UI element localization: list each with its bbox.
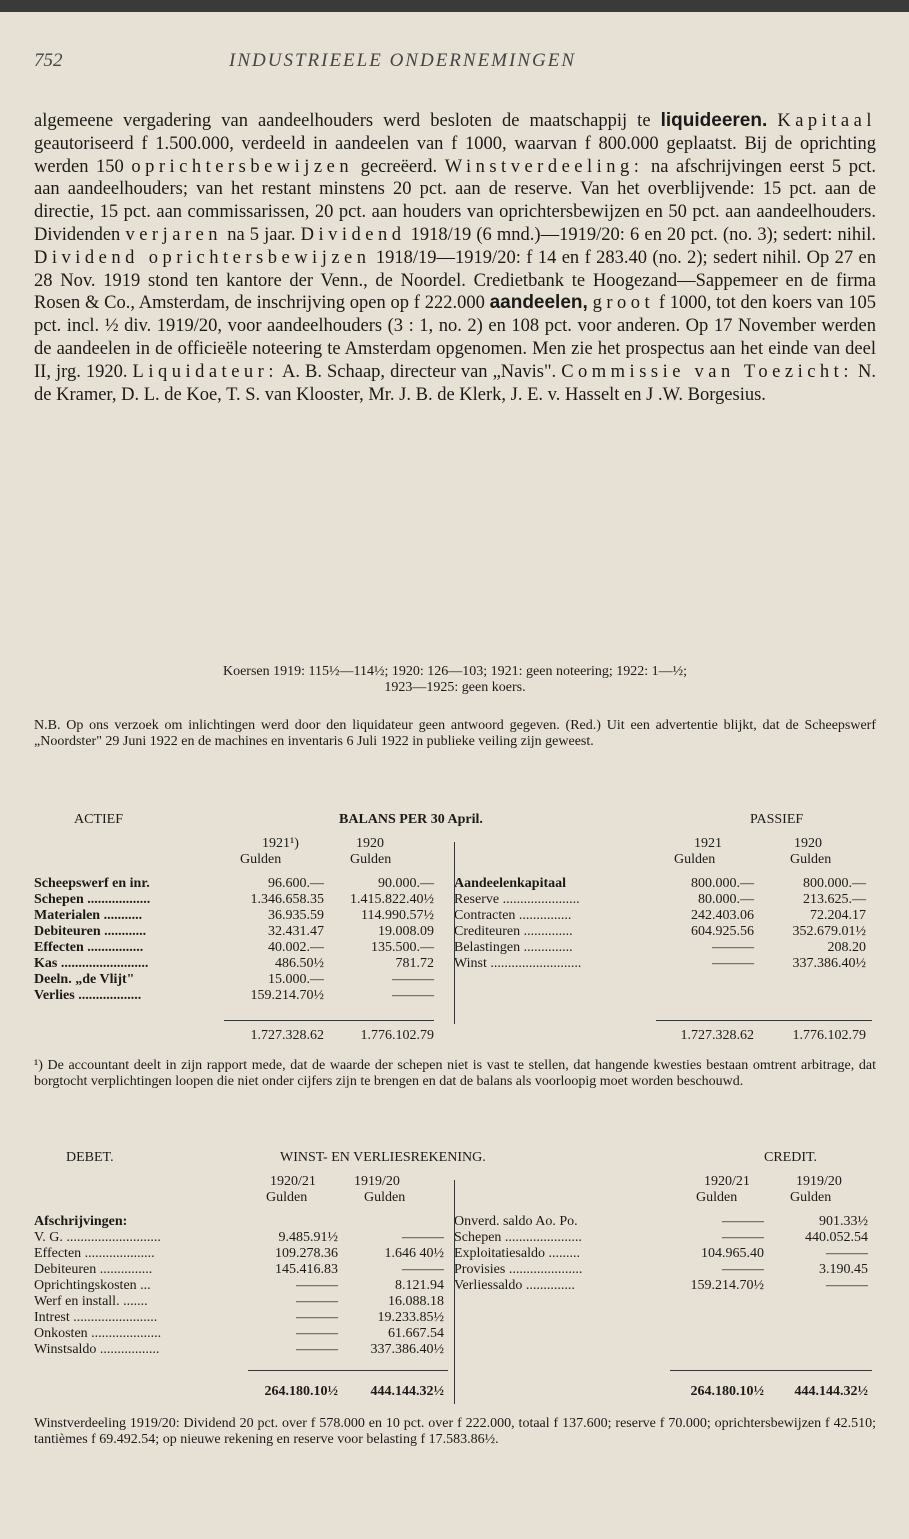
row-value: 32.431.47 <box>268 924 324 939</box>
year-label: 1920 <box>356 836 384 851</box>
text-segment: na afschrijvingen eerst 5 pct. aan aandeelhouders; van het restant minstens 20 pct. aan de reserve. Van het overblijvende: 15 pct. aan de directie, 15 pct. aan commissarissen, 20 pct. aan houders van oprichtersbewijzen en 50 pct. aan aandeelhouders. Dividenden <box>34 156 876 245</box>
heading-text: Afschrijvingen: <box>34 1214 128 1229</box>
row-value: 781.72 <box>395 956 434 971</box>
row-label: Intrest ........................ <box>34 1310 158 1325</box>
text-segment: 1918/19 (6 mnd.)—1919/20: 6 en 20 pct. (no. 3); sedert: nihil. <box>405 224 877 245</box>
row-value: ——— <box>296 1310 338 1325</box>
winstverdeeling-heading: Winstverdeeling: <box>444 156 644 177</box>
row-label: Effecten .................... <box>34 1246 155 1261</box>
row-value: ——— <box>402 1262 444 1277</box>
page-number: 752 <box>34 50 63 71</box>
year-label: 1921¹) <box>262 836 299 851</box>
row-value: 19.008.09 <box>378 924 434 939</box>
total-value: 444.144.32½ <box>370 1384 444 1399</box>
table-row <box>454 1246 876 1262</box>
row-value: 40.002.— <box>268 940 324 955</box>
row-label: Kas ......................... <box>34 956 149 971</box>
row-label: Exploitatiesaldo ......... <box>454 1246 580 1261</box>
center-rule <box>454 842 455 1024</box>
row-label: Aandeelenkapitaal <box>454 876 567 891</box>
table-row <box>454 956 876 972</box>
row-label: Debiteuren ............... <box>34 1262 153 1277</box>
total-rule <box>670 1370 872 1371</box>
dividend-heading: Dividend <box>300 224 406 245</box>
table-row <box>454 892 876 908</box>
table-row <box>34 1262 454 1278</box>
table-row <box>34 876 454 892</box>
row-label: Winstsaldo ................. <box>34 1342 160 1357</box>
row-label: Belastingen .............. <box>454 940 573 955</box>
row-value: ——— <box>722 1230 764 1245</box>
debet-title: DEBET. <box>66 1150 114 1165</box>
unit-label: Gulden <box>790 1190 832 1205</box>
row-value: 19.233.85½ <box>377 1310 444 1325</box>
row-label: Onverd. saldo Ao. Po. <box>454 1214 578 1229</box>
row-value: 337.386.40½ <box>792 956 866 971</box>
table-row <box>34 892 454 908</box>
row-value: ——— <box>296 1342 338 1357</box>
row-value: ——— <box>722 1262 764 1277</box>
row-value: 8.121.94 <box>395 1278 444 1293</box>
main-paragraph <box>34 110 876 406</box>
table-row <box>34 908 454 924</box>
credit-rows <box>454 1214 876 1294</box>
total-value: 264.180.10½ <box>264 1384 338 1399</box>
row-value: ——— <box>296 1326 338 1341</box>
pl-totals-row <box>34 1384 876 1400</box>
unit-label: Gulden <box>266 1190 308 1205</box>
row-value: 159.214.70½ <box>690 1278 764 1293</box>
text-segment: 1918/19—1919/20: f 14 en f 283.40 (no. 2); sedert nihil. Op 27 en 28 Nov. 1919 stond ten kantore der Venn., de Noordel. Credietbank te Hoogezand—Sappemeer en de firma Rosen & Co., Amsterdam, de inschrijving open op f 222.000 <box>34 247 876 314</box>
koersen-line: 1923—1925: geen koers. <box>384 680 526 695</box>
row-label: Reserve ...................... <box>454 892 580 907</box>
unit-label: Gulden <box>364 1190 406 1205</box>
row-value: 15.000.— <box>268 972 324 987</box>
row-value: 135.500.— <box>371 940 434 955</box>
balance-years-row <box>34 836 876 852</box>
year-label: 1919/20 <box>354 1174 400 1189</box>
row-value: 1.346.658.35 <box>250 892 324 907</box>
row-value: ——— <box>722 1214 764 1229</box>
row-value: 16.088.18 <box>388 1294 444 1309</box>
row-value: ——— <box>392 988 434 1003</box>
page-header <box>34 50 874 80</box>
row-value: ——— <box>712 956 754 971</box>
afschrijvingen-heading <box>34 1214 127 1230</box>
table-row <box>34 1246 454 1262</box>
row-value: 352.679.01½ <box>792 924 866 939</box>
row-value: 800.000.— <box>691 876 754 891</box>
row-label: Crediteuren .............. <box>454 924 573 939</box>
unit-label: Gulden <box>674 852 716 867</box>
pl-years-row <box>34 1174 876 1190</box>
row-value: 109.278.36 <box>275 1246 338 1261</box>
profit-loss-account <box>34 1150 876 1406</box>
debet-rows <box>34 1230 454 1358</box>
row-value: 145.416.83 <box>275 1262 338 1277</box>
row-value: 3.190.45 <box>819 1262 868 1277</box>
table-row <box>454 1214 876 1230</box>
aandeelen-emphasis: aandeelen, <box>489 292 588 314</box>
row-value: ——— <box>296 1278 338 1293</box>
row-label: Materialen ........... <box>34 908 143 923</box>
koersen-block <box>34 664 876 696</box>
row-value: 440.052.54 <box>805 1230 868 1245</box>
balance-sheet <box>34 812 876 1052</box>
pl-title: WINST- EN VERLIESREKENING. <box>280 1150 486 1165</box>
table-row <box>34 956 454 972</box>
row-value: 1.646 40½ <box>384 1246 444 1261</box>
pl-title-row <box>34 1150 876 1166</box>
row-value: 901.33½ <box>819 1214 868 1229</box>
table-row <box>34 1342 454 1358</box>
nb-note: N.B. Op ons verzoek om inlichtingen werd door den liquidateur geen antwoord gegeven. (Red.) Uit een advertentie blijkt, dat de Scheepswerf „Noordster" 29 Juni 1922 en de machines en inventaris 6 Juli 1922 in publieke veiling zijn geweest. <box>34 718 876 749</box>
balance-unit-row <box>34 852 876 868</box>
row-value: 9.485.91½ <box>278 1230 338 1245</box>
kapitaal-heading: Kapitaal <box>777 111 876 131</box>
groot-term: groot <box>592 293 655 314</box>
text-segment: f 1000, tot den koers van 105 pct. incl. ½ div. 1919/20, voor aandeelhouders (3 : 1, no. 2) en 108 pct. voor anderen. Op 17 November werden de aandeelen in de officieële noteering te Amsterdam opgenomen. Men zie het prospectus aan het einde van deel II, jrg. 1920. <box>34 293 876 382</box>
total-value: 1.727.328.62 <box>680 1028 754 1043</box>
total-rule <box>248 1370 448 1371</box>
row-value: ——— <box>402 1230 444 1245</box>
year-label: 1920/21 <box>270 1174 316 1189</box>
liquidateur-heading: Liquidateur: <box>132 361 278 382</box>
row-value: 1.415.822.40½ <box>350 892 434 907</box>
row-value: 159.214.70½ <box>250 988 324 1003</box>
table-row <box>454 876 876 892</box>
row-label: Scheepswerf en inr. <box>34 876 150 891</box>
table-row <box>34 1310 454 1326</box>
row-label: Deeln. „de Vlijt" <box>34 972 135 987</box>
table-row <box>454 924 876 940</box>
unit-label: Gulden <box>350 852 392 867</box>
row-value: 337.386.40½ <box>370 1342 444 1357</box>
balance-totals-row <box>34 1028 876 1044</box>
table-row <box>34 1294 454 1310</box>
balance-title: BALANS PER 30 April. <box>339 812 483 827</box>
row-label: Schepen ...................... <box>454 1230 582 1245</box>
unit-label: Gulden <box>240 852 282 867</box>
row-label: Verliessaldo .............. <box>454 1278 575 1293</box>
table-row <box>34 940 454 956</box>
total-rule <box>656 1020 872 1021</box>
text-segment: na 5 jaar. <box>222 224 301 245</box>
oprichtersbewijzen-term: oprichtersbewijzen <box>131 156 354 177</box>
actief-rows <box>34 876 454 1004</box>
table-row <box>454 1230 876 1246</box>
total-value: 1.776.102.79 <box>792 1028 866 1043</box>
row-value: ——— <box>826 1246 868 1261</box>
table-row <box>454 1278 876 1294</box>
row-label: V. G. ........................... <box>34 1230 161 1245</box>
table-row <box>34 1230 454 1246</box>
total-value: 444.144.32½ <box>794 1384 868 1399</box>
text-segment: A. B. Schaap, directeur van „Navis". <box>277 361 562 382</box>
winstverdeeling-note: Winstverdeeling 1919/20: Dividend 20 pct. over f 578.000 en 10 pct. over f 222.000, totaal f 137.600; reserve f 70.000; oprichtersbewijzen f 42.510; tantièmes f 69.492.54; op nieuwe rekening en reserve voor belasting f 17.583.86½. <box>34 1416 876 1447</box>
row-value: 80.000.— <box>698 892 754 907</box>
row-value: ——— <box>296 1294 338 1309</box>
table-row <box>454 908 876 924</box>
row-label: Schepen .................. <box>34 892 151 907</box>
table-row <box>34 988 454 1004</box>
row-value: 800.000.— <box>803 876 866 891</box>
credit-title: CREDIT. <box>764 1150 818 1165</box>
verjaren-term: verjaren <box>125 224 223 245</box>
text-segment: geautoriseerd f 1.500.000, verdeeld in aandeelen van f 1000, waarvan f 800.000 geplaatst. Bij de oprichting werden 150 <box>34 133 876 177</box>
running-title: INDUSTRIEELE ONDERNEMINGEN <box>229 50 577 71</box>
table-row <box>34 924 454 940</box>
row-label: Debiteuren ............ <box>34 924 147 939</box>
year-label: 1920 <box>794 836 822 851</box>
total-value: 264.180.10½ <box>690 1384 764 1399</box>
row-value: 242.403.06 <box>691 908 754 923</box>
row-label: Onkosten .................... <box>34 1326 162 1341</box>
total-rule <box>224 1020 434 1021</box>
text-segment: gecreëerd. <box>353 156 445 177</box>
total-value: 1.727.328.62 <box>250 1028 324 1043</box>
center-rule <box>454 1180 455 1404</box>
row-label: Werf en install. ....... <box>34 1294 148 1309</box>
table-row <box>454 940 876 956</box>
text-segment: algemeene vergadering van aandeelhouders werd besloten de maatschappij te <box>34 111 661 131</box>
row-value: 604.925.56 <box>691 924 754 939</box>
row-value: 486.50½ <box>275 956 324 971</box>
row-value: 90.000.— <box>378 876 434 891</box>
year-label: 1919/20 <box>796 1174 842 1189</box>
row-label: Winst .......................... <box>454 956 582 971</box>
row-label: Effecten ................ <box>34 940 144 955</box>
row-label: Oprichtingskosten ... <box>34 1278 151 1293</box>
table-row <box>34 1326 454 1342</box>
row-value: 208.20 <box>827 940 866 955</box>
koersen-line: Koersen 1919: 115½—114½; 1920: 126—103; 1921: geen noteering; 1922: 1—½; <box>222 664 688 679</box>
footnote: ¹) De accountant deelt in zijn rapport mede, dat de waarde der schepen niet is vast te stellen, dat hangende kwesties bestaan omtrent arbitrage, dat borgtocht verplichtingen loopen die niet onder cijfers zijn te brengen en dat de balans als voorloopig moet worden beschouwd. <box>34 1058 876 1089</box>
liquideeren-emphasis: liquideeren. <box>660 110 768 131</box>
row-value: 213.625.— <box>803 892 866 907</box>
balance-title-row <box>34 812 876 828</box>
row-value: 72.204.17 <box>810 908 866 923</box>
row-value: 104.965.40 <box>701 1246 764 1261</box>
dividend-oprichters-heading: Dividend oprichtersbewijzen <box>34 247 371 268</box>
year-label: 1921 <box>694 836 722 851</box>
total-value: 1.776.102.79 <box>360 1028 434 1043</box>
year-label: 1920/21 <box>704 1174 750 1189</box>
page-top-edge <box>0 0 909 12</box>
unit-label: Gulden <box>790 852 832 867</box>
row-value: ——— <box>712 940 754 955</box>
row-value: 36.935.59 <box>268 908 324 923</box>
table-row <box>34 1278 454 1294</box>
row-label: Provisies ..................... <box>454 1262 583 1277</box>
actief-title: ACTIEF <box>74 812 123 827</box>
row-value: ——— <box>826 1278 868 1293</box>
commissie-heading: Commissie van Toezicht: <box>561 361 853 382</box>
passief-rows <box>454 876 876 972</box>
row-label: Verlies .................. <box>34 988 142 1003</box>
pl-unit-row <box>34 1190 876 1206</box>
table-row <box>34 972 454 988</box>
row-value: 114.990.57½ <box>361 908 434 923</box>
row-value: ——— <box>392 972 434 987</box>
row-value: 61.667.54 <box>388 1326 444 1341</box>
text-segment: N. de Kramer, D. L. de Koe, T. S. van Klooster, Mr. J. B. de Klerk, J. E. v. Hasselt en J .W. Borgesius. <box>34 361 876 405</box>
table-row <box>454 1262 876 1278</box>
row-label: Contracten ............... <box>454 908 572 923</box>
passief-title: PASSIEF <box>750 812 804 827</box>
row-value: 96.600.— <box>268 876 324 891</box>
unit-label: Gulden <box>696 1190 738 1205</box>
